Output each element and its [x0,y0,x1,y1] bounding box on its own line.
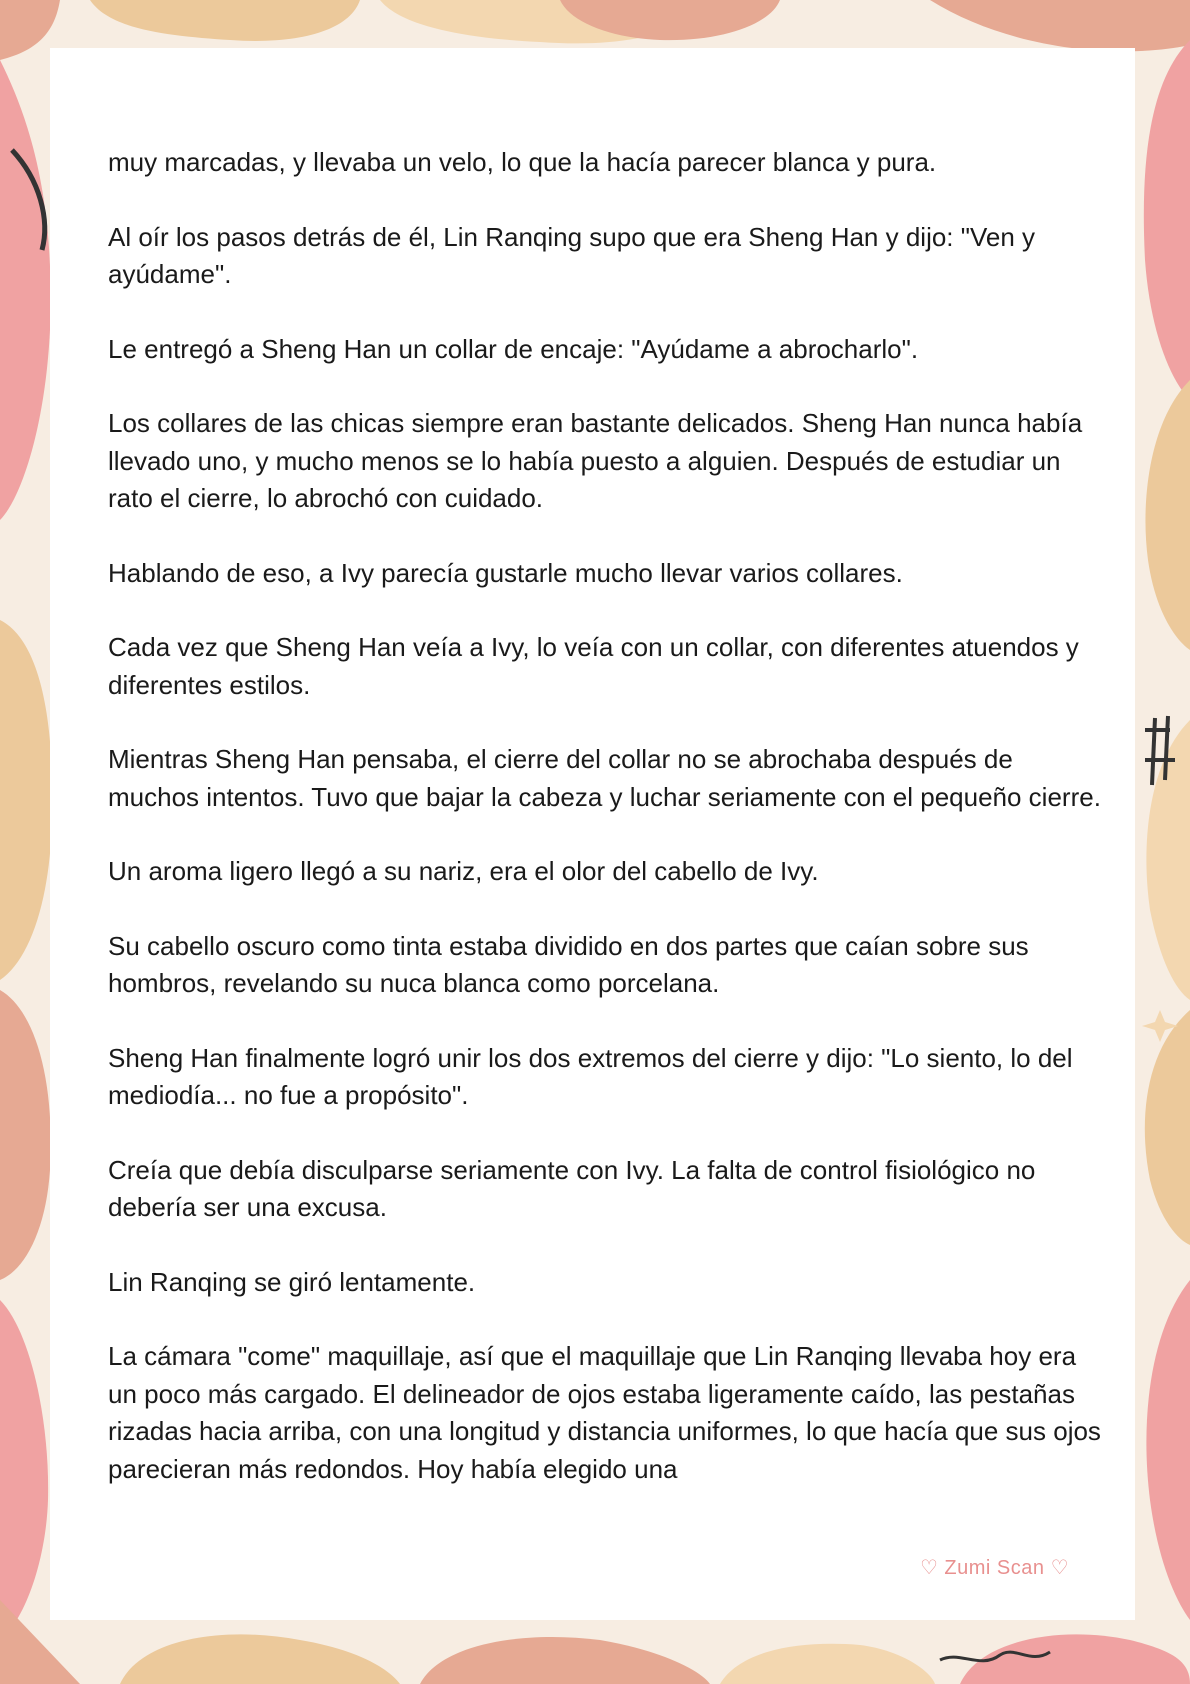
paragraph: Al oír los pasos detrás de él, Lin Ranqing supo que era Sheng Han y dijo: "Ven y ayúdame". [108,221,1036,289]
paragraph: Su cabello oscuro como tinta estaba dividido en dos partes que caían sobre sus hombros, revelando su nuca blanca como porcelana. [108,930,1029,998]
page-sheet [50,48,1135,1620]
paragraph: muy marcadas, y llevaba un velo, lo que la hacía parecer blanca y pura. [108,147,937,177]
paragraph: Sheng Han finalmente logró unir los dos extremos del cierre y dijo: "Lo siento, lo del mediodía... no fue a propósito". [108,1042,1073,1110]
document-body [108,144,1108,1525]
paragraph: La cámara "come" maquillaje, así que el maquillaje que Lin Ranqing llevaba hoy era un poco más cargado. El delineador de ojos estaba ligeramente caído, las pestañas rizadas hacia arriba, con una longitud y distancia uniformes, lo que hacía que sus ojos parecieran más redondos. Hoy había elegido una [108,1341,1101,1484]
scanlation-credit: ♡ Zumi Scan ♡ [919,1557,1069,1579]
paragraph: Cada vez que Sheng Han veía a Ivy, lo veía con un collar, con diferentes atuendos y diferentes estilos. [108,632,1079,700]
paragraph: Los collares de las chicas siempre eran bastante delicados. Sheng Han nunca había llevado uno, y mucho menos se lo había puesto a alguien. Después de estudiar un rato el cierre, lo abrochó con cuidado. [108,408,1083,513]
paragraph: Hablando de eso, a Ivy parecía gustarle mucho llevar varios collares. [108,557,903,588]
paragraph: Creía que debía disculparse seriamente con Ivy. La falta de control fisiológico no debería ser una excusa. [108,1154,1036,1222]
paragraph: Le entregó a Sheng Han un collar de encaje: "Ayúdame a abrocharlo". [108,333,919,364]
paragraph: Un aroma ligero llegó a su nariz, era el olor del cabello de Ivy. [108,856,819,886]
paragraph: Lin Ranqing se giró lentamente. [108,1266,476,1297]
paragraph: Mientras Sheng Han pensaba, el cierre del collar no se abrochaba después de muchos intentos. Tuvo que bajar la cabeza y luchar seriamente con el pequeño cierre. [108,744,1101,812]
